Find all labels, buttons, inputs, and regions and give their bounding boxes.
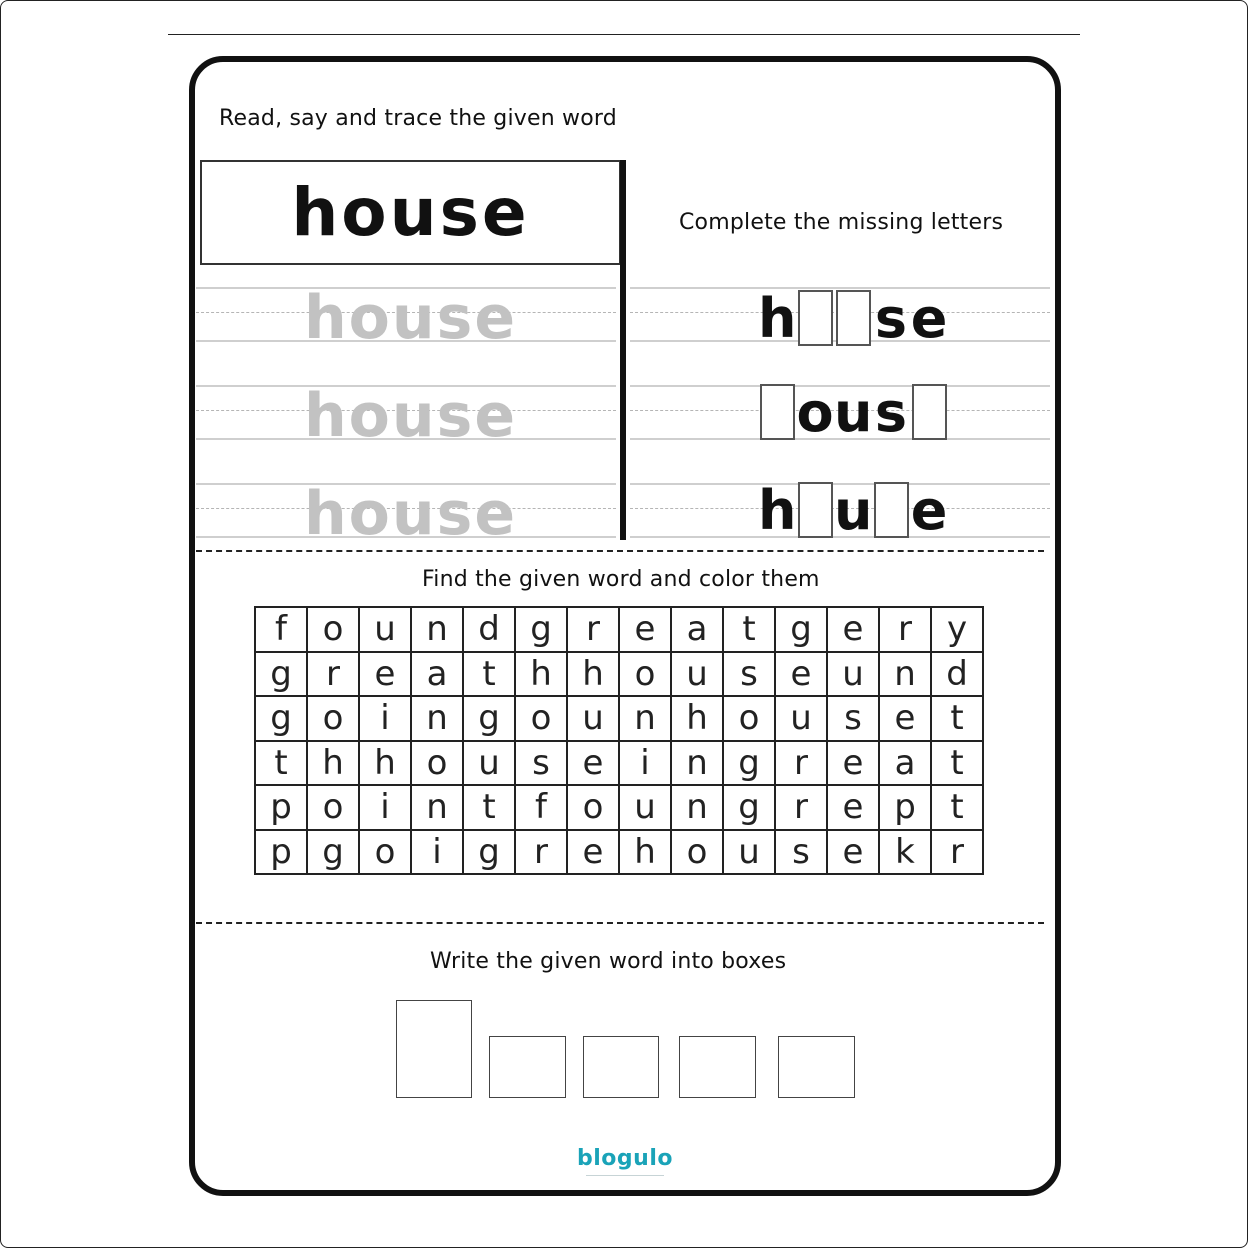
- grid-cell[interactable]: e: [776, 653, 828, 698]
- grid-cell[interactable]: g: [516, 608, 568, 653]
- section-divider: [620, 160, 626, 540]
- answer-box[interactable]: [583, 1036, 659, 1098]
- grid-cell[interactable]: h: [516, 653, 568, 698]
- write-instruction: Write the given word into boxes: [430, 949, 787, 974]
- dashed-separator: [196, 922, 1044, 924]
- grid-cell[interactable]: o: [360, 831, 412, 876]
- grid-cell[interactable]: t: [724, 608, 776, 653]
- trace-word[interactable]: house: [303, 381, 518, 451]
- grid-cell[interactable]: u: [828, 653, 880, 698]
- answer-box[interactable]: [778, 1036, 855, 1098]
- grid-cell[interactable]: g: [724, 742, 776, 787]
- grid-cell[interactable]: g: [256, 697, 308, 742]
- grid-cell[interactable]: g: [724, 786, 776, 831]
- dashed-separator: [196, 550, 1044, 552]
- missing-letter-given: h: [758, 287, 797, 350]
- grid-cell[interactable]: s: [828, 697, 880, 742]
- grid-cell[interactable]: p: [256, 831, 308, 876]
- grid-cell[interactable]: u: [620, 786, 672, 831]
- missing-letter-given: u: [834, 479, 873, 542]
- trace-word[interactable]: house: [303, 283, 518, 353]
- trace-word[interactable]: house: [303, 479, 518, 549]
- grid-cell[interactable]: n: [412, 697, 464, 742]
- top-rule: [168, 34, 1080, 35]
- grid-cell[interactable]: r: [776, 742, 828, 787]
- grid-cell[interactable]: u: [360, 608, 412, 653]
- grid-cell[interactable]: e: [568, 831, 620, 876]
- grid-cell[interactable]: g: [776, 608, 828, 653]
- missing-letter-given: s: [874, 381, 908, 444]
- grid-cell[interactable]: i: [412, 831, 464, 876]
- grid-cell[interactable]: e: [828, 831, 880, 876]
- grid-cell[interactable]: n: [672, 786, 724, 831]
- given-word-box: [200, 160, 621, 265]
- word-search-grid: [254, 606, 984, 875]
- grid-cell[interactable]: e: [880, 697, 932, 742]
- missing-letter-given: u: [834, 381, 873, 444]
- find-instruction: Find the given word and color them: [422, 567, 820, 592]
- grid-cell[interactable]: o: [620, 653, 672, 698]
- grid-cell[interactable]: i: [620, 742, 672, 787]
- grid-cell[interactable]: r: [776, 786, 828, 831]
- grid-cell[interactable]: s: [516, 742, 568, 787]
- given-word: house: [291, 174, 530, 251]
- guide-line: [630, 287, 1050, 289]
- missing-letter-given: o: [796, 381, 834, 444]
- grid-cell[interactable]: s: [724, 653, 776, 698]
- grid-cell[interactable]: o: [308, 786, 360, 831]
- grid-cell[interactable]: n: [412, 786, 464, 831]
- grid-cell[interactable]: f: [516, 786, 568, 831]
- grid-cell[interactable]: o: [672, 831, 724, 876]
- grid-cell[interactable]: a: [412, 653, 464, 698]
- grid-cell[interactable]: d: [464, 608, 516, 653]
- grid-cell[interactable]: o: [516, 697, 568, 742]
- logo: blogulo: [577, 1146, 673, 1171]
- grid-cell[interactable]: t: [932, 697, 984, 742]
- grid-cell[interactable]: e: [620, 608, 672, 653]
- grid-cell[interactable]: s: [776, 831, 828, 876]
- grid-cell[interactable]: r: [308, 653, 360, 698]
- trace-instruction: Read, say and trace the given word: [219, 106, 617, 131]
- grid-cell[interactable]: p: [256, 786, 308, 831]
- grid-cell[interactable]: h: [360, 742, 412, 787]
- grid-cell[interactable]: y: [932, 608, 984, 653]
- grid-cell[interactable]: t: [464, 653, 516, 698]
- answer-box[interactable]: [679, 1036, 756, 1098]
- grid-cell[interactable]: u: [568, 697, 620, 742]
- grid-cell[interactable]: g: [464, 831, 516, 876]
- grid-cell[interactable]: t: [932, 786, 984, 831]
- missing-letter-blank[interactable]: [874, 482, 909, 538]
- grid-cell[interactable]: g: [464, 697, 516, 742]
- grid-cell[interactable]: o: [412, 742, 464, 787]
- answer-box[interactable]: [489, 1036, 566, 1098]
- missing-instruction: Complete the missing letters: [679, 210, 1004, 235]
- grid-cell[interactable]: e: [568, 742, 620, 787]
- grid-cell[interactable]: h: [620, 831, 672, 876]
- grid-cell[interactable]: e: [828, 786, 880, 831]
- grid-cell[interactable]: t: [464, 786, 516, 831]
- grid-cell[interactable]: r: [516, 831, 568, 876]
- grid-cell[interactable]: n: [412, 608, 464, 653]
- answer-box[interactable]: [396, 1000, 472, 1098]
- grid-cell[interactable]: g: [256, 653, 308, 698]
- logo-underline: [586, 1175, 664, 1176]
- missing-letter-blank[interactable]: [798, 290, 833, 346]
- grid-cell[interactable]: o: [308, 697, 360, 742]
- grid-cell[interactable]: t: [932, 742, 984, 787]
- grid-cell[interactable]: h: [568, 653, 620, 698]
- missing-letter-blank[interactable]: [760, 384, 795, 440]
- grid-cell[interactable]: r: [932, 831, 984, 876]
- grid-cell[interactable]: h: [308, 742, 360, 787]
- grid-cell[interactable]: i: [360, 786, 412, 831]
- missing-letter-given: s: [874, 287, 908, 350]
- grid-cell[interactable]: i: [360, 697, 412, 742]
- grid-cell[interactable]: n: [880, 653, 932, 698]
- grid-cell[interactable]: u: [464, 742, 516, 787]
- grid-cell[interactable]: u: [724, 831, 776, 876]
- missing-letter-blank[interactable]: [798, 482, 833, 538]
- missing-letter-given: e: [910, 479, 948, 542]
- grid-cell[interactable]: a: [880, 742, 932, 787]
- grid-cell[interactable]: k: [880, 831, 932, 876]
- missing-letter-given: e: [910, 287, 948, 350]
- grid-cell[interactable]: o: [724, 697, 776, 742]
- grid-cell[interactable]: r: [568, 608, 620, 653]
- grid-cell[interactable]: o: [568, 786, 620, 831]
- grid-cell[interactable]: d: [932, 653, 984, 698]
- missing-letter-given: h: [758, 479, 797, 542]
- grid-cell[interactable]: t: [256, 742, 308, 787]
- grid-cell[interactable]: a: [672, 608, 724, 653]
- missing-letter-blank[interactable]: [836, 290, 871, 346]
- grid-cell[interactable]: o: [308, 608, 360, 653]
- missing-letter-blank[interactable]: [912, 384, 947, 440]
- grid-cell[interactable]: f: [256, 608, 308, 653]
- grid-cell[interactable]: e: [828, 742, 880, 787]
- grid-cell[interactable]: e: [828, 608, 880, 653]
- grid-cell[interactable]: h: [672, 697, 724, 742]
- grid-cell[interactable]: g: [308, 831, 360, 876]
- grid-cell[interactable]: u: [776, 697, 828, 742]
- grid-cell[interactable]: n: [672, 742, 724, 787]
- grid-cell[interactable]: p: [880, 786, 932, 831]
- grid-cell[interactable]: u: [672, 653, 724, 698]
- grid-cell[interactable]: r: [880, 608, 932, 653]
- grid-cell[interactable]: n: [620, 697, 672, 742]
- grid-cell[interactable]: e: [360, 653, 412, 698]
